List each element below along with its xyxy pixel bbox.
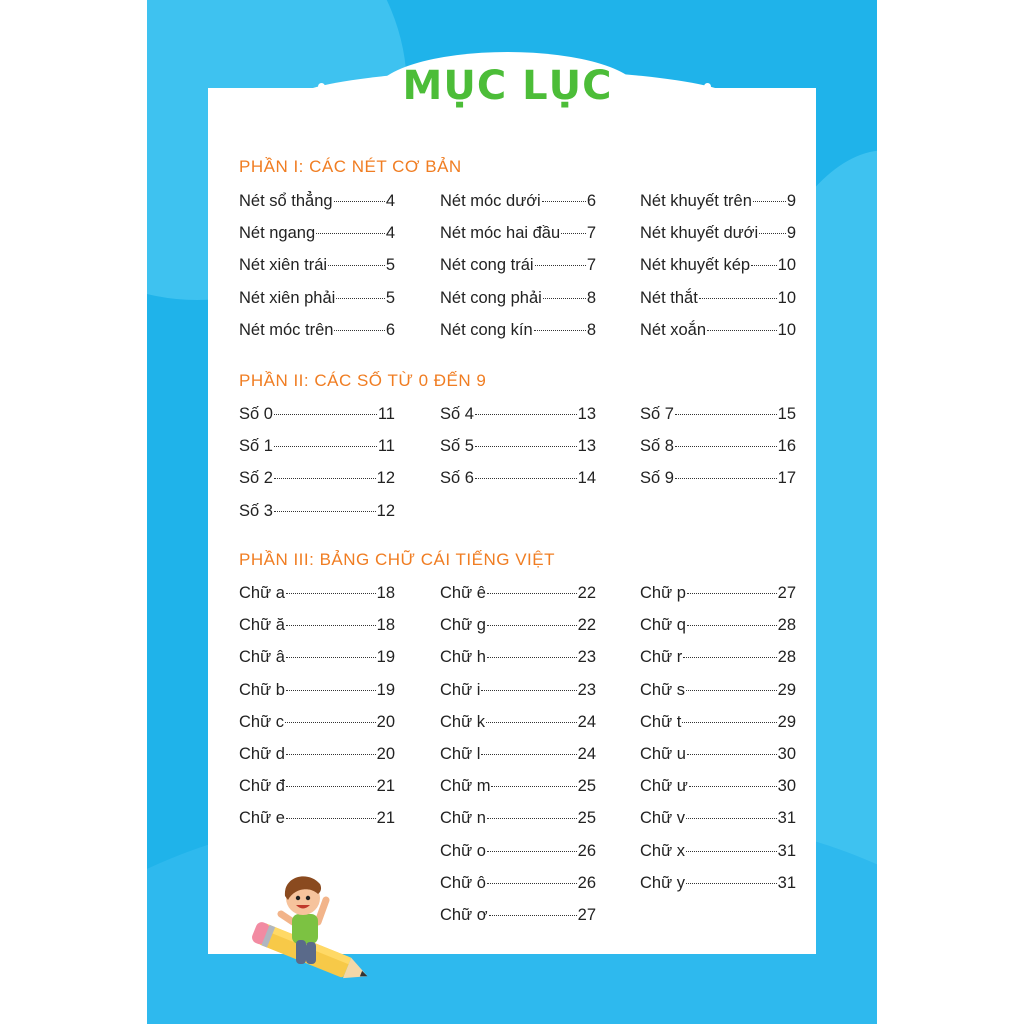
dot-leader: [683, 657, 776, 658]
toc-entry[interactable]: [239, 616, 395, 640]
toc-entry-page-number: 19: [376, 680, 395, 699]
dot-leader: [286, 625, 376, 626]
dot-leader: [487, 883, 577, 884]
toc-entry-page-number: 27: [777, 584, 796, 602]
toc-entry-page-number: 30: [777, 777, 796, 796]
toc-entry[interactable]: [640, 616, 796, 640]
section-heading: PHẦN I: CÁC NÉT CƠ BẢN: [239, 157, 462, 176]
toc-entry-page-number: 31: [777, 873, 796, 892]
toc-entry-label: Số 2: [239, 469, 273, 488]
toc-entry-label: Chữ a: [239, 584, 285, 602]
toc-entry-label: Chữ c: [239, 712, 284, 731]
toc-entry-page-number: 26: [577, 841, 596, 860]
toc-entry-label: Chữ ă: [239, 616, 285, 635]
toc-entry[interactable]: [640, 321, 796, 345]
toc-entry-page-number: 25: [577, 777, 596, 796]
dot-leader: [675, 478, 777, 479]
toc-entry-label: Chữ đ: [239, 777, 285, 796]
toc-entry-page-number: 23: [577, 648, 596, 667]
toc-entry[interactable]: [640, 777, 796, 801]
dot-leader: [675, 414, 777, 415]
dot-leader: [475, 414, 577, 415]
toc-entry-label: Chữ g: [440, 616, 486, 635]
toc-entry[interactable]: [440, 584, 596, 608]
dot-leader: [686, 883, 777, 884]
toc-entry-page-number: 29: [777, 712, 796, 731]
toc-entry-label: Nét sổ thẳng: [239, 192, 333, 210]
toc-entry-page-number: 12: [376, 501, 395, 520]
toc-entry-label: Số 1: [239, 437, 273, 456]
toc-entry[interactable]: [440, 809, 596, 833]
toc-entry-page-number: 11: [377, 405, 395, 423]
toc-entry[interactable]: [239, 256, 395, 280]
toc-entry-label: Số 7: [640, 405, 674, 423]
toc-entry[interactable]: [640, 224, 796, 248]
toc-entry-label: Chữ s: [640, 680, 685, 699]
dot-leader: [475, 446, 577, 447]
toc-entry-page-number: 18: [376, 584, 395, 602]
dot-leader: [689, 786, 777, 787]
toc-entry[interactable]: [640, 874, 796, 898]
toc-entry[interactable]: [640, 713, 796, 737]
toc-entry-page-number: 30: [777, 745, 796, 763]
page-title: MỤC LỤC: [402, 63, 613, 109]
dot-leader: [274, 446, 377, 447]
toc-entry[interactable]: [440, 469, 596, 493]
toc-entry[interactable]: [440, 437, 596, 461]
dot-leader: [535, 265, 586, 266]
dot-leader: [487, 818, 577, 819]
toc-entry-page-number: 31: [777, 809, 796, 828]
toc-entry-page-number: 28: [777, 648, 796, 667]
toc-entry-page-number: 5: [385, 288, 395, 307]
dot-leader: [686, 851, 777, 852]
decor-dot: [356, 83, 363, 90]
toc-entry[interactable]: [440, 906, 596, 930]
dot-leader: [286, 593, 376, 594]
toc-entry-page-number: 8: [586, 288, 596, 307]
toc-entry-page-number: 21: [376, 777, 395, 796]
toc-entry[interactable]: [239, 648, 395, 672]
toc-entry-label: Chữ q: [640, 616, 686, 635]
toc-entry-label: Chữ ơ: [440, 906, 488, 924]
toc-entry-label: Chữ u: [640, 745, 686, 763]
toc-entry-label: Số 4: [440, 405, 474, 423]
toc-entry-label: Chữ r: [640, 648, 683, 667]
dot-leader: [489, 915, 577, 916]
dot-leader: [274, 478, 376, 479]
toc-entry-page-number: 21: [376, 809, 395, 828]
toc-entry[interactable]: [640, 842, 796, 866]
toc-entry-label: Nét khuyết trên: [640, 192, 752, 210]
toc-entry-page-number: 14: [577, 469, 596, 488]
toc-entry[interactable]: [239, 713, 395, 737]
toc-entry-label: Nét khuyết kép: [640, 256, 751, 275]
dot-leader: [487, 657, 577, 658]
toc-entry[interactable]: [640, 192, 796, 216]
decor-dot: [704, 83, 711, 90]
toc-entry-page-number: 13: [577, 405, 596, 423]
title-dots-right: [666, 83, 711, 90]
toc-entry[interactable]: [239, 405, 395, 429]
decor-dot: [666, 83, 673, 90]
toc-entry-page-number: 20: [376, 712, 395, 731]
toc-entry-page-number: 24: [577, 745, 596, 763]
dot-leader: [686, 690, 777, 691]
toc-entry-label: Nét móc hai đầu: [440, 224, 561, 243]
toc-entry[interactable]: [640, 469, 796, 493]
toc-entry[interactable]: [440, 192, 596, 216]
toc-entry[interactable]: [640, 256, 796, 280]
toc-entry-page-number: 29: [777, 680, 796, 699]
dot-leader: [534, 330, 586, 331]
toc-entry-label: Số 5: [440, 437, 474, 456]
toc-entry-page-number: 10: [777, 288, 796, 307]
dot-leader: [328, 265, 385, 266]
dot-leader: [491, 786, 576, 787]
dot-leader: [316, 233, 385, 234]
toc-entry[interactable]: [440, 289, 596, 313]
dot-leader: [286, 690, 376, 691]
dot-leader: [675, 446, 777, 447]
toc-entry[interactable]: [440, 842, 596, 866]
toc-entry-label: Nét ngang: [239, 224, 316, 243]
toc-entry-label: Nét xiên trái: [239, 256, 328, 275]
dot-leader: [274, 511, 376, 512]
toc-entry[interactable]: [239, 469, 395, 493]
toc-entry-label: Chữ k: [440, 712, 485, 731]
toc-entry-page-number: 28: [777, 616, 796, 635]
dot-leader: [286, 786, 376, 787]
decor-dot: [337, 83, 344, 90]
toc-entry-label: Nét xiên phải: [239, 288, 336, 307]
toc-entry-label: Chữ ư: [640, 777, 688, 796]
toc-entry-label: Nét thắt: [640, 288, 698, 307]
toc-entry-page-number: 9: [786, 192, 796, 210]
toc-entry-label: Chữ t: [640, 712, 682, 731]
toc-entry-page-number: 31: [777, 841, 796, 860]
toc-entry[interactable]: [640, 809, 796, 833]
toc-entry-label: Nét cong kín: [440, 320, 533, 339]
toc-entry[interactable]: [239, 224, 395, 248]
toc-entry[interactable]: [239, 192, 395, 216]
dot-leader: [561, 233, 586, 234]
dot-leader: [687, 754, 777, 755]
toc-entry-label: Số 6: [440, 469, 474, 488]
toc-entry[interactable]: [640, 437, 796, 461]
toc-entry[interactable]: [239, 289, 395, 313]
toc-entry-page-number: 23: [577, 680, 596, 699]
toc-entry[interactable]: [640, 584, 796, 608]
dot-leader: [481, 754, 576, 755]
toc-entry-page-number: 16: [777, 437, 796, 456]
toc-entry-label: Số 8: [640, 437, 674, 456]
toc-entry-label: Chữ n: [440, 809, 486, 828]
toc-entry[interactable]: [440, 224, 596, 248]
toc-entry-page-number: 7: [586, 256, 596, 275]
dot-leader: [543, 298, 586, 299]
dot-leader: [687, 625, 777, 626]
toc-entry[interactable]: [440, 405, 596, 429]
toc-entry-page-number: 10: [777, 256, 796, 275]
dot-leader: [682, 722, 776, 723]
toc-entry-page-number: 4: [385, 224, 395, 243]
toc-entry-page-number: 15: [777, 405, 796, 423]
dot-leader: [481, 690, 576, 691]
toc-entry-page-number: 9: [786, 224, 796, 243]
dot-leader: [699, 298, 777, 299]
dot-leader: [334, 330, 384, 331]
toc-entry[interactable]: [640, 745, 796, 769]
toc-entry-label: Chữ p: [640, 584, 686, 602]
toc-entry-page-number: 6: [586, 192, 596, 210]
toc-entry-label: Chữ y: [640, 873, 685, 892]
boy-on-pencil-illustration: [248, 858, 373, 983]
toc-entry-page-number: 22: [577, 616, 596, 635]
toc-entry[interactable]: [440, 321, 596, 345]
toc-entry[interactable]: [239, 681, 395, 705]
toc-entry[interactable]: [440, 648, 596, 672]
toc-entry[interactable]: [239, 777, 395, 801]
toc-entry-label: Chữ ê: [440, 584, 486, 602]
toc-entry-page-number: 27: [577, 906, 596, 924]
toc-entry-label: Nét cong trái: [440, 256, 534, 275]
toc-entry-page-number: 18: [376, 616, 395, 635]
dot-leader: [751, 265, 777, 266]
toc-entry-page-number: 4: [385, 192, 395, 210]
dot-leader: [687, 593, 777, 594]
toc-entry-label: Chữ i: [440, 680, 481, 699]
toc-entry[interactable]: [440, 713, 596, 737]
toc-entry-label: Chữ l: [440, 745, 481, 763]
dot-leader: [336, 298, 385, 299]
toc-entry[interactable]: [440, 777, 596, 801]
dot-leader: [686, 818, 777, 819]
toc-entry-page-number: 10: [777, 320, 796, 339]
toc-entry-label: Chữ e: [239, 809, 285, 828]
toc-entry-label: Nét xoắn: [640, 320, 707, 339]
toc-entry-label: Chữ v: [640, 809, 685, 828]
toc-entry-page-number: 22: [577, 584, 596, 602]
toc-entry-page-number: 7: [586, 224, 596, 243]
toc-entry-page-number: 19: [376, 648, 395, 667]
toc-entry[interactable]: [440, 681, 596, 705]
toc-entry[interactable]: [440, 874, 596, 898]
dot-leader: [542, 201, 586, 202]
dot-leader: [334, 201, 385, 202]
toc-entry-page-number: 25: [577, 809, 596, 828]
toc-entry[interactable]: [640, 648, 796, 672]
toc-entry-label: Nét cong phải: [440, 288, 542, 307]
title-dots-left: [318, 83, 363, 90]
toc-entry[interactable]: [239, 745, 395, 769]
toc-entry-page-number: 17: [777, 469, 796, 488]
toc-entry[interactable]: [640, 289, 796, 313]
toc-entry[interactable]: [640, 681, 796, 705]
toc-entry[interactable]: [640, 405, 796, 429]
dot-leader: [286, 657, 376, 658]
dot-leader: [285, 722, 376, 723]
toc-entry-label: Số 3: [239, 501, 273, 520]
toc-entry-page-number: 13: [577, 437, 596, 456]
dot-leader: [487, 593, 577, 594]
toc-entry[interactable]: [239, 502, 395, 526]
toc-entry-label: Chữ d: [239, 745, 285, 763]
dot-leader: [475, 478, 577, 479]
decor-dot: [685, 83, 692, 90]
dot-leader: [274, 414, 377, 415]
toc-entry-page-number: 5: [385, 256, 395, 275]
toc-entry[interactable]: [440, 256, 596, 280]
toc-entry-page-number: 26: [577, 873, 596, 892]
toc-entry[interactable]: [440, 745, 596, 769]
dot-leader: [759, 233, 786, 234]
toc-entry-label: Chữ x: [640, 841, 685, 860]
toc-entry-label: Chữ ô: [440, 873, 486, 892]
toc-entry-page-number: 6: [385, 320, 395, 339]
toc-entry-page-number: 12: [376, 469, 395, 488]
dot-leader: [286, 754, 376, 755]
dot-leader: [487, 625, 577, 626]
toc-entry-label: Chữ m: [440, 777, 491, 796]
decor-dot: [318, 83, 325, 90]
toc-entry[interactable]: [239, 321, 395, 345]
toc-entry-label: Số 0: [239, 405, 273, 423]
toc-entry[interactable]: [239, 584, 395, 608]
toc-entry-label: Chữ o: [440, 841, 486, 860]
toc-entry-page-number: 8: [586, 320, 596, 339]
toc-entry-label: Nét móc trên: [239, 320, 334, 339]
toc-entry-label: Nét khuyết dưới: [640, 224, 759, 243]
section-heading: PHẦN III: BẢNG CHỮ CÁI TIẾNG VIỆT: [239, 550, 555, 569]
dot-leader: [707, 330, 777, 331]
toc-entry-page-number: 20: [376, 745, 395, 763]
dot-leader: [286, 818, 376, 819]
toc-entry-page-number: 24: [577, 712, 596, 731]
toc-entry-page-number: 11: [377, 437, 395, 456]
toc-entry-label: Chữ â: [239, 648, 285, 667]
toc-entry-label: Số 9: [640, 469, 674, 488]
toc-entry-label: Chữ h: [440, 648, 486, 667]
toc-entry-label: Chữ b: [239, 680, 285, 699]
section-heading: PHẦN II: CÁC SỐ TỪ 0 ĐẾN 9: [239, 371, 487, 390]
toc-entry[interactable]: [440, 616, 596, 640]
dot-leader: [486, 722, 577, 723]
toc-entry-label: Nét móc dưới: [440, 192, 541, 210]
dot-leader: [753, 201, 786, 202]
toc-entry[interactable]: [239, 809, 395, 833]
dot-leader: [487, 851, 577, 852]
toc-entry[interactable]: [239, 437, 395, 461]
